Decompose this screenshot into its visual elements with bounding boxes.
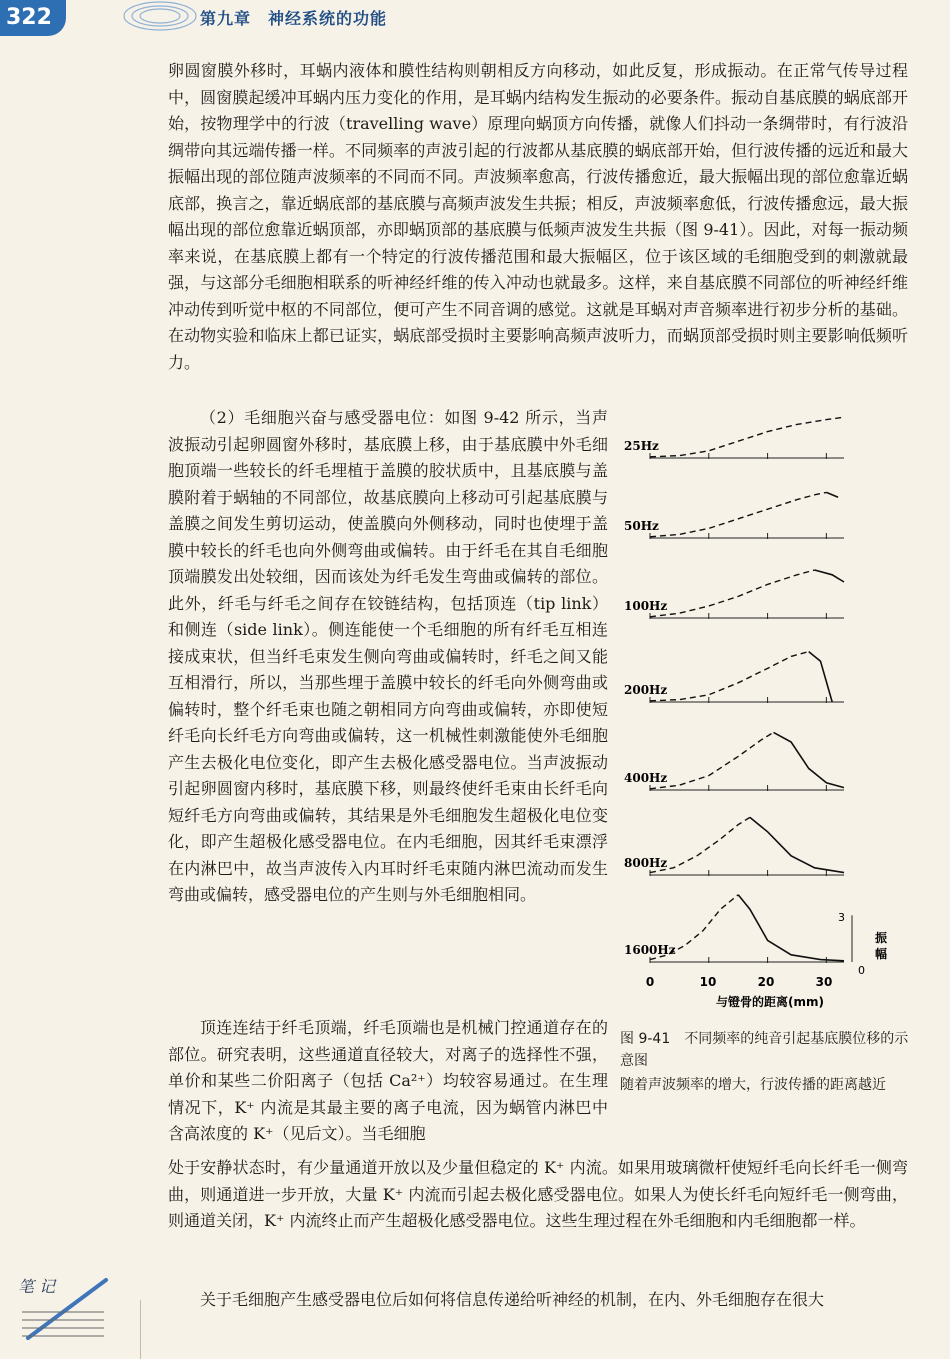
figure-caption-note: 随着声波频率的增大，行波传播的距离越近 xyxy=(620,1077,886,1093)
x-tick-10: 10 xyxy=(699,975,717,989)
chapter-swirl-icon xyxy=(120,0,200,40)
frequency-label: 50Hz xyxy=(624,519,659,533)
wave-envelope-dashed xyxy=(650,570,815,617)
x-axis-label: 与镫骨的距离(mm) xyxy=(716,995,824,1009)
y-tick-zero: 0 xyxy=(858,964,865,977)
wave-envelope-dashed xyxy=(650,732,774,788)
frequency-label: 400Hz xyxy=(624,771,668,785)
wave-envelope-solid xyxy=(826,492,838,497)
paragraph-hair-cell-excitation: （2）毛细胞兴奋与感受器电位：如图 9-42 所示，当声波振动引起卵圆窗外移时，基底膜上移，由于基底膜中外毛细胞顶端一些较长的纤毛埋植于盖膜的胶状质中，且基底膜与盖膜附着于蜗轴的不同部位，故基底膜向上移动可引起基底膜与盖膜之间发生剪切运动，使盖膜向外侧移动，同时也使埋于盖膜中较长的纤毛也向外侧弯曲或偏转。由于纤毛在其自毛细胞顶端膜发出处较细，因而该处为纤毛发生弯曲或偏转的部位。此外，纤毛与纤毛之间存在铰链结构，包括顶连（tip link）和侧连（side link）。侧连能使一个毛细胞的所有纤毛互相连接成束状，但当纤毛束发生侧向弯曲或偏转时，纤毛之间又能互相滑行，所以，当那些埋于盖膜中较长的纤毛向外侧弯曲或偏转时，整个纤毛束也随之朝相同方向弯曲或偏转，亦即使短纤毛向长纤毛方向弯曲或偏转，这一机械性刺激能使外毛细胞产生去极化电位变化，即产生去极化感受器电位。当声波振动引起卵圆窗内移时，基底膜下移，则最终使纤毛束由长纤毛向短纤毛方向弯曲或偏转，其结果是外毛细胞发生超极化电位变化，即产生超极化感受器电位。在内毛细胞，因其纤毛束漂浮在内淋巴中，故当声波传入内耳时纤毛束随内淋巴流动而发生弯曲或偏转，感受器电位的产生则与外毛细胞相同。 xyxy=(168,408,608,904)
notes-area xyxy=(8,1272,118,1352)
frequency-label: 200Hz xyxy=(624,683,668,697)
frequency-label: 100Hz xyxy=(624,599,668,613)
page-header xyxy=(0,0,950,40)
frequency-label: 25Hz xyxy=(624,439,659,453)
paragraph-k-influx: 处于安静状态时，有少量通道开放以及少量但稳定的 K⁺ 内流。如果用玻璃微杆使短纤毛向长纤毛一侧弯曲，则通道进一步开放，大量 K⁺ 内流而引起去极化感受器电位。如果人为使长纤毛向短纤毛一侧弯曲，则通道关闭，K⁺ 内流终止而产生超极化感受器电位。这些生理过程在外毛细胞和内毛细胞都一样。 xyxy=(168,1158,908,1230)
paragraph-tip-link-channels: 顶连连结于纤毛顶端，纤毛顶端也是机械门控通道存在的部位。研究表明，这些通道直径较大，对离子的选择性不强，单价和某些二价阳离子（包括 Ca²⁺）均较容易通过。在生理情况下，K⁺ 内流是其最主要的离子电流，因为蜗管内淋巴中含高浓度的 K⁺（见后文）。当毛细胞 xyxy=(168,1018,608,1143)
frequency-label: 800Hz xyxy=(624,856,668,870)
y-tick-max: 3 xyxy=(838,911,845,924)
wave-envelope-solid xyxy=(774,732,845,787)
page-number: 322 xyxy=(0,0,66,36)
margin-rule xyxy=(140,1300,141,1359)
wave-envelope-dashed xyxy=(650,417,844,457)
figure-9-41-chart xyxy=(620,410,920,1015)
wave-envelope-dashed xyxy=(650,492,826,536)
wave-envelope-solid xyxy=(738,895,844,961)
frequency-label: 1600Hz xyxy=(624,943,676,957)
notes-label: 笔 记 xyxy=(18,1277,56,1296)
y-axis-label: 振幅 xyxy=(875,931,888,961)
x-tick-30: 30 xyxy=(815,975,833,989)
wave-envelope-dashed xyxy=(650,652,809,701)
chapter-title: 第九章 神经系统的功能 xyxy=(200,9,388,28)
x-tick-20: 20 xyxy=(757,975,775,989)
paragraph-synaptic-transmission: 关于毛细胞产生感受器电位后如何将信息传递给听神经的机制，在内、外毛细胞存在很大 xyxy=(200,1290,825,1309)
wave-envelope-solid xyxy=(815,570,844,582)
figure-caption-title: 图 9-41 不同频率的纯音引起基底膜位移的示意图 xyxy=(620,1031,909,1069)
wave-envelope-solid xyxy=(750,817,844,872)
paragraph-frequency-analysis: 卵圆窗膜外移时，耳蜗内液体和膜性结构则朝相反方向移动，如此反复，形成振动。在正常气传导过程中，圆窗膜起缓冲耳蜗内压力变化的作用，是耳蜗内结构发生振动的必要条件。振动自基底膜的蜗底部开始，按物理学中的行波（travelling wave）原理向蜗顶方向传播，就像人们抖动一条绸带时，有行波沿绸带向其远端传播一样。不同频率的声波引起的行波都从基底膜的蜗底部开始，但行波传播的远近和最大振幅出现的部位随声波频率的不同而不同。声波频率愈高，行波传播愈近，最大振幅出现的部位愈靠近蜗底部，换言之，靠近蜗底部的基底膜与高频声波发生共振；相反，声波频率愈低，行波传播愈远，最大振幅出现的部位愈靠近蜗顶部，亦即蜗顶部的基底膜与低频声波发生共振（图 9-41）。因此，对每一振动频率来说，在基底膜上都有一个特定的行波传播范围和最大振幅区，位于该区域的毛细胞受到的刺激就最强，与这部分毛细胞相联系的听神经纤维的传入冲动也就最多。这样，来自基底膜不同部位的听神经纤维冲动传到听觉中枢的不同部位，便可产生不同音调的感觉。这就是耳蜗对声音频率进行初步分析的基础。在动物实验和临床上都已证实，蜗底部受损时主要影响高频声波听力，而蜗顶部受损时则主要影响低频听力。 xyxy=(168,61,908,372)
wave-envelope-solid xyxy=(809,652,833,702)
notes-pen-icon xyxy=(8,1272,118,1352)
x-tick-0: 0 xyxy=(645,975,655,989)
